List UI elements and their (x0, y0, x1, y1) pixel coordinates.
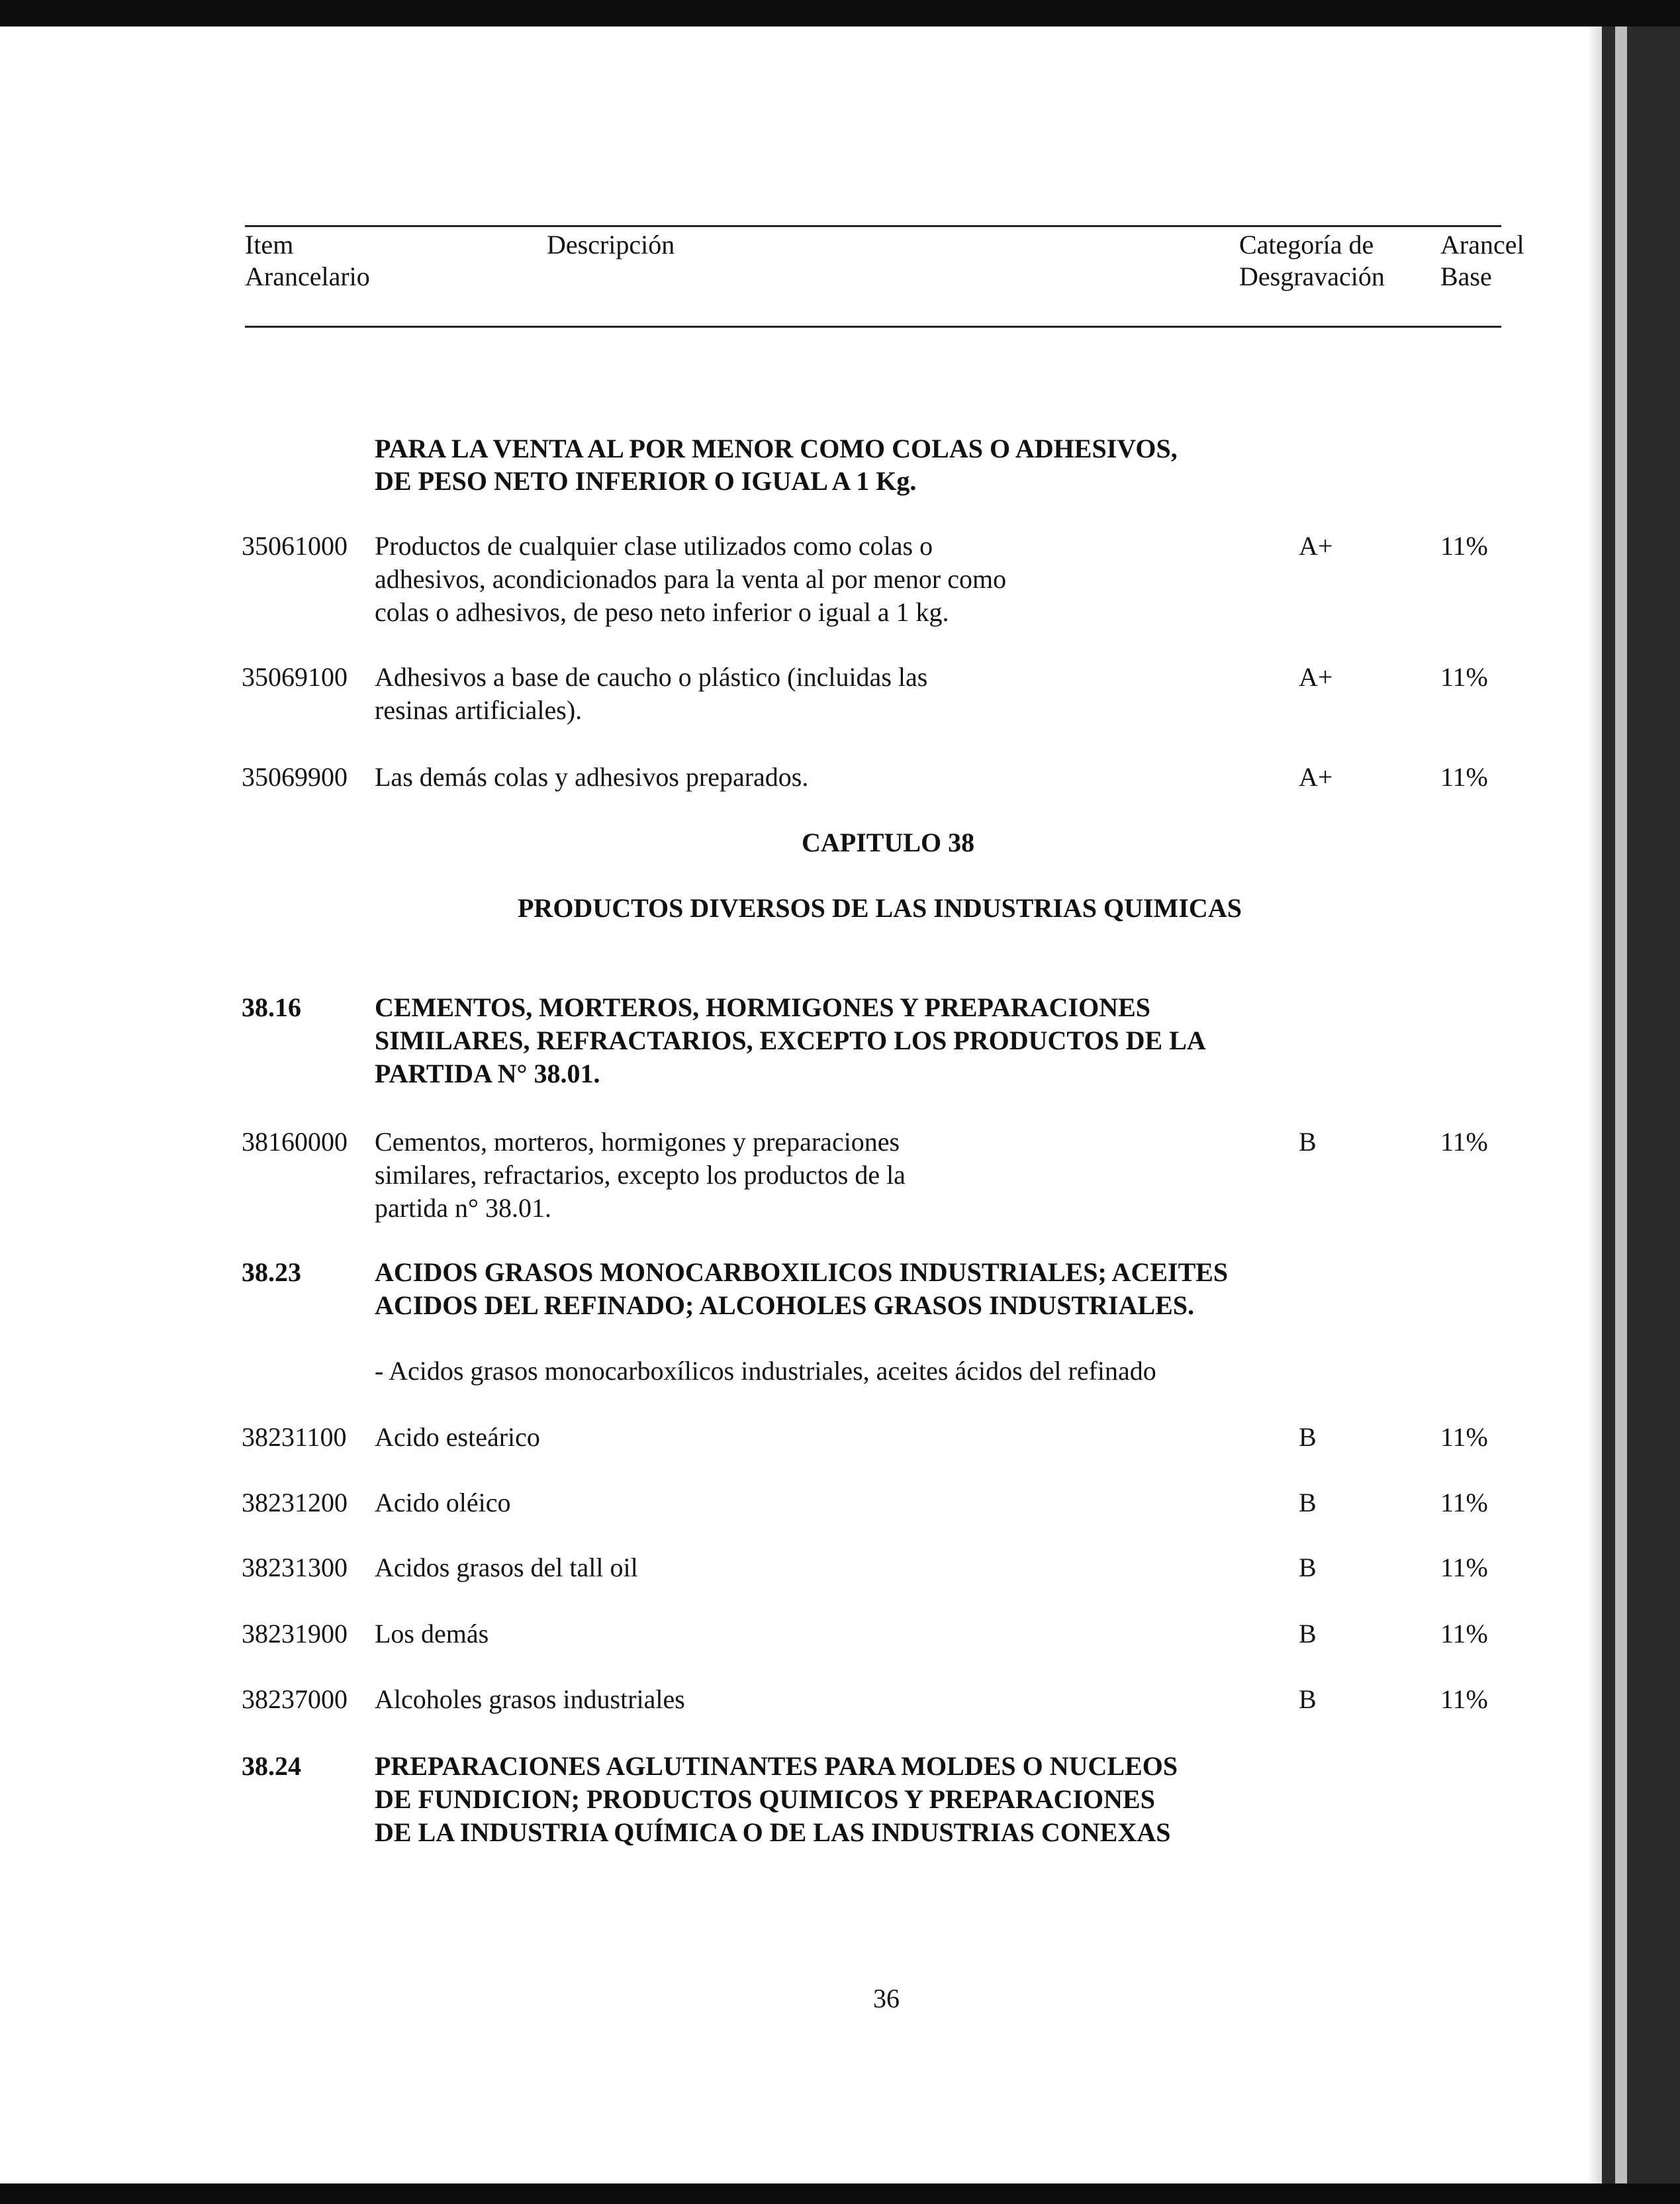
chapter-subtitle: PRODUCTOS DIVERSOS DE LAS INDUSTRIAS QUIMICAS (518, 893, 1242, 923)
tariff-code: 38231300 (242, 1553, 348, 1582)
tariff-code: 35061000 (242, 531, 348, 561)
chapter-title: CAPITULO 38 (802, 828, 975, 857)
tariff-rate: 11% (1440, 762, 1488, 792)
header-top-rule (245, 225, 1501, 227)
item-description-line: partida n° 38.01. (375, 1193, 552, 1223)
heading-3823-line: ACIDOS DEL REFINADO; ALCOHOLES GRASOS INDUSTRIALES. (375, 1290, 1195, 1320)
item-description-line: similares, refractarios, excepto los productos de la (375, 1160, 906, 1190)
header-item-label (245, 229, 370, 293)
tariff-rate: 11% (1440, 662, 1488, 692)
item-description: Acido esteárico (375, 1422, 540, 1452)
header-category-label (1239, 229, 1385, 293)
item-description-line: adhesivos, acondicionados para la venta al por menor como (375, 564, 1007, 594)
tariff-rate: 11% (1440, 1619, 1488, 1649)
header-bottom-rule (245, 326, 1501, 328)
scan-border-right-edge (1615, 26, 1627, 2183)
header-tariff-line1: Arancel (1440, 230, 1524, 260)
tariff-code: 38237000 (242, 1684, 348, 1714)
item-description-line: Productos de cualquier clase utilizados como colas o (375, 531, 933, 561)
heading-3816-line: CEMENTOS, MORTEROS, HORMIGONES Y PREPARACIONES (375, 992, 1151, 1022)
item-description-line: colas o adhesivos, de peso neto inferior o igual a 1 kg. (375, 597, 949, 627)
scan-border-top (0, 0, 1680, 26)
item-description-line: Las demás colas y adhesivos preparados. (375, 762, 809, 792)
heading-3824-line: DE LA INDUSTRIA QUÍMICA O DE LAS INDUSTRIAS CONEXAS (375, 1817, 1171, 1847)
header-category-line2: Desgravación (1239, 262, 1385, 291)
item-description: Acidos grasos del tall oil (375, 1553, 638, 1582)
header-tariff-line2: Base (1440, 262, 1492, 291)
tariff-code: 38231100 (242, 1422, 347, 1452)
tariff-rate: 11% (1440, 531, 1488, 561)
tariff-rate: 11% (1440, 1684, 1488, 1714)
tariff-code: 38231200 (242, 1488, 348, 1517)
item-description: Alcoholes grasos industriales (375, 1684, 685, 1714)
tariff-code: 38231900 (242, 1619, 348, 1649)
subheading-3823: - Acidos grasos monocarboxílicos industriales, aceites ácidos del refinado (375, 1356, 1156, 1386)
category-value: A+ (1299, 531, 1333, 561)
heading-3506-line2: DE PESO NETO INFERIOR O IGUAL A 1 Kg. (375, 466, 917, 496)
heading-3824-line: PREPARACIONES AGLUTINANTES PARA MOLDES O NUCLEOS (375, 1751, 1178, 1781)
category-value: B (1299, 1684, 1317, 1714)
item-description-line: Cementos, morteros, hormigones y preparaciones (375, 1127, 900, 1157)
header-category-line1: Categoría de (1239, 230, 1374, 260)
page-edge-shadow (1587, 26, 1602, 2183)
header-tariff-label (1440, 229, 1524, 293)
heading-code: 38.24 (242, 1751, 301, 1781)
item-description: Acido oléico (375, 1488, 511, 1517)
heading-3823-line: ACIDOS GRASOS MONOCARBOXILICOS INDUSTRIALES; ACEITES (375, 1257, 1229, 1287)
heading-3824-line: DE FUNDICION; PRODUCTOS QUIMICOS Y PREPARACIONES (375, 1784, 1155, 1814)
page-number: 36 (873, 1984, 900, 2013)
category-value: B (1299, 1488, 1317, 1517)
category-value: B (1299, 1422, 1317, 1452)
tariff-rate: 11% (1440, 1553, 1488, 1582)
heading-3506-line1: PARA LA VENTA AL POR MENOR COMO COLAS O ADHESIVOS, (375, 434, 1178, 463)
category-value: B (1299, 1553, 1317, 1582)
header-item-line1: Item (245, 230, 294, 260)
heading-3816-line: PARTIDA N° 38.01. (375, 1059, 600, 1088)
header-description-label: Descripción (547, 230, 675, 260)
tariff-rate: 11% (1440, 1422, 1488, 1452)
tariff-rate: 11% (1440, 1127, 1488, 1157)
header-item-line2: Arancelario (245, 262, 370, 291)
category-value: B (1299, 1127, 1317, 1157)
heading-code: 38.16 (242, 992, 301, 1022)
item-description-line: Adhesivos a base de caucho o plástico (incluidas las (375, 662, 928, 692)
tariff-code: 35069900 (242, 762, 348, 792)
tariff-code: 38160000 (242, 1127, 348, 1157)
category-value: A+ (1299, 762, 1333, 792)
scan-border-right (1601, 26, 1680, 2183)
category-value: B (1299, 1619, 1317, 1649)
item-description: Los demás (375, 1619, 489, 1649)
heading-3816-line: SIMILARES, REFRACTARIOS, EXCEPTO LOS PRODUCTOS DE LA (375, 1026, 1206, 1055)
category-value: A+ (1299, 662, 1333, 692)
tariff-code: 35069100 (242, 662, 348, 692)
heading-code: 38.23 (242, 1257, 301, 1287)
scan-border-bottom (0, 2183, 1680, 2204)
item-description-line: resinas artificiales). (375, 695, 583, 725)
tariff-rate: 11% (1440, 1488, 1488, 1517)
